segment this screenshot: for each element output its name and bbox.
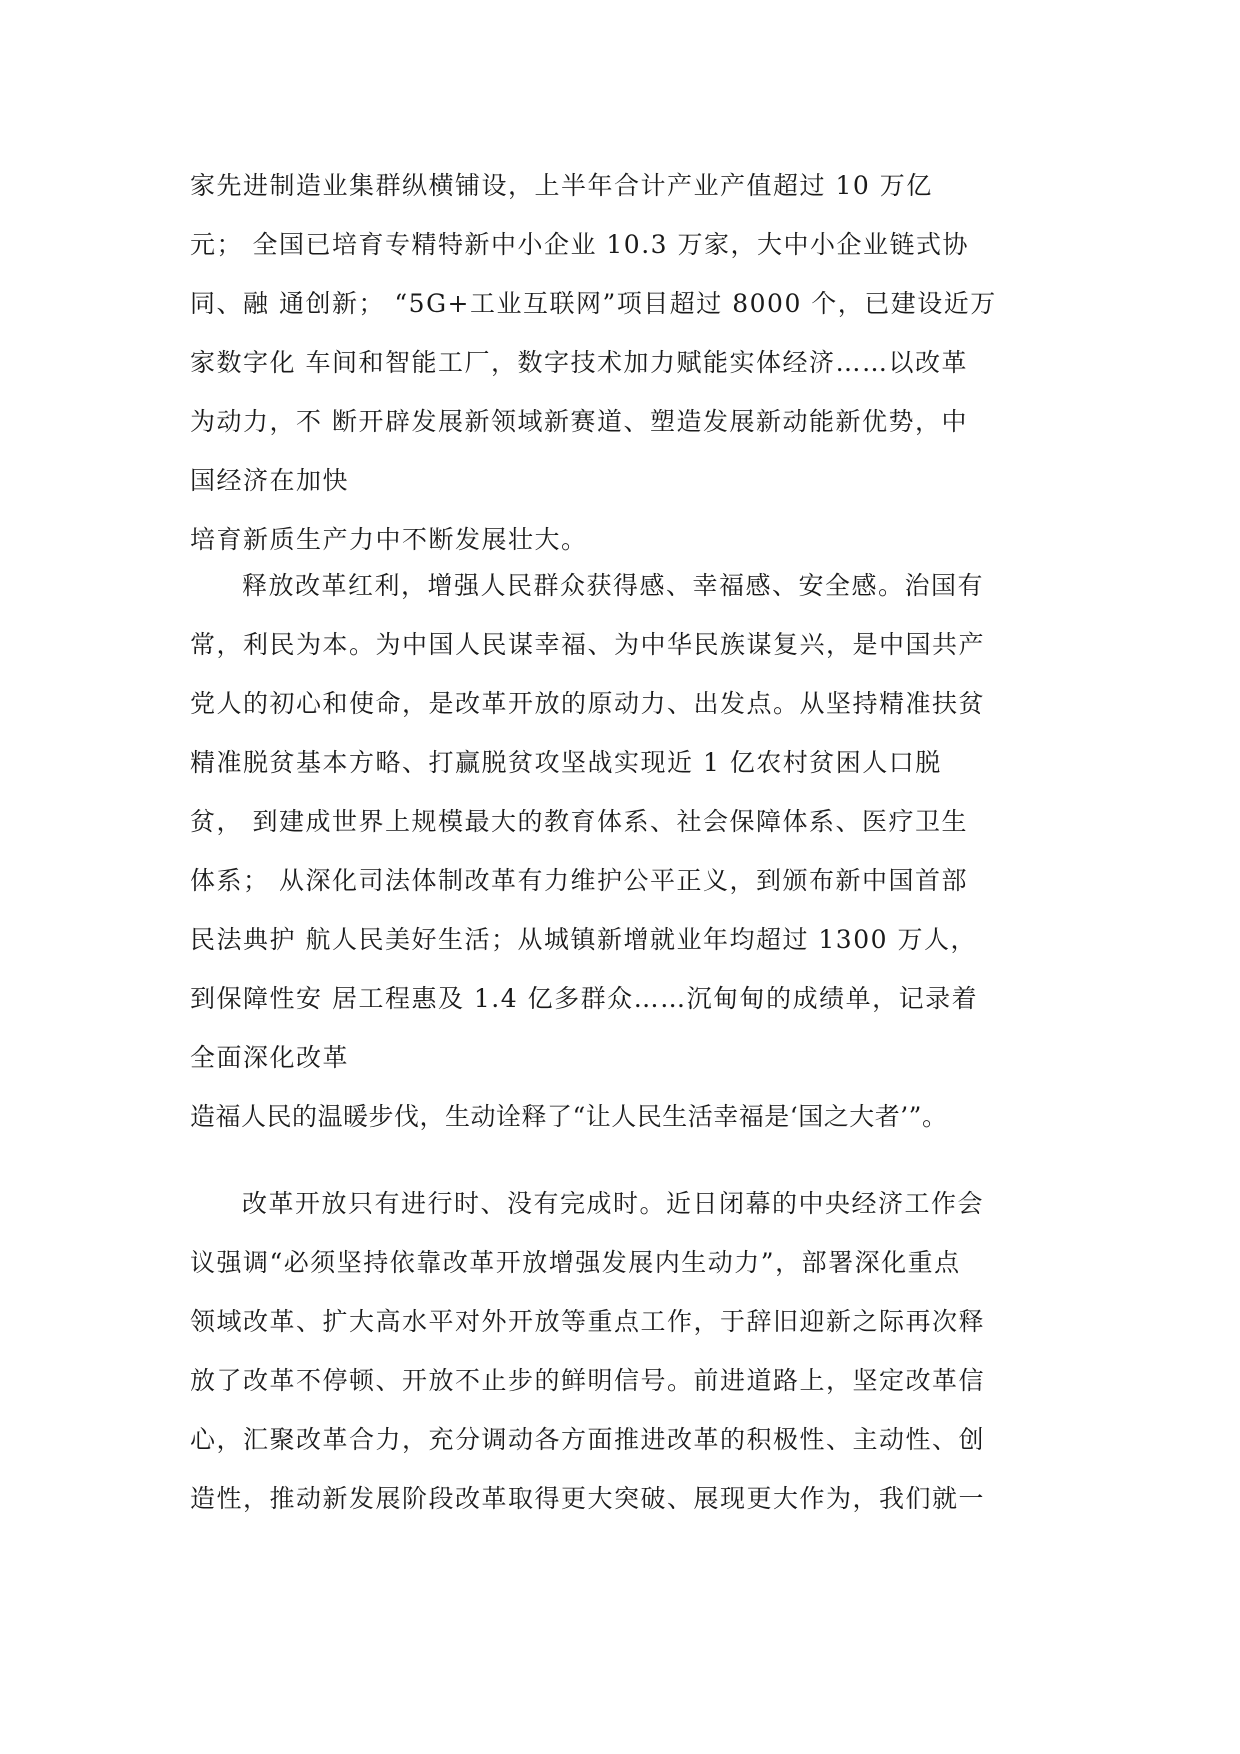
paragraph-line: 体系； 从深化司法体制改革有力维护公平正义，到颁布新中国首部	[190, 866, 968, 895]
paragraph-line: 放了改革不停顿、开放不止步的鲜明信号。前进道路上，坚定改革信	[190, 1366, 986, 1395]
paragraph-manufacturing	[190, 156, 1070, 569]
paragraph-line: 家数字化 车间和智能工厂，数字技术加力赋能实体经济……以改革	[190, 348, 968, 377]
paragraph-line: 国经济在加快	[190, 466, 350, 495]
paragraph-line: 民法典护 航人民美好生活；从城镇新增就业年均超过 1300 万人，	[190, 925, 977, 954]
paragraph-line: 同、融 通创新； “5G+工业互联网”项目超过 8000 个，已建设近万	[190, 289, 997, 318]
paragraph-line: 常，利民为本。为中国人民谋幸福、为中华民族谋复兴，是中国共产	[190, 630, 986, 659]
paragraph-line: 全面深化改革	[190, 1043, 350, 1072]
paragraph-line: 心，汇聚改革合力，充分调动各方面推进改革的积极性、主动性、创	[190, 1425, 986, 1454]
paragraph-line: 精准脱贫基本方略、打赢脱贫攻坚战实现近 1 亿农村贫困人口脱	[190, 748, 942, 777]
paragraph-line: 家先进制造业集群纵横铺设，上半年合计产业产值超过 10 万亿	[190, 171, 933, 200]
paragraph-line: 议强调“必须坚持依靠改革开放增强发展内生动力”，部署深化重点	[190, 1248, 961, 1277]
paragraph-reform-dividends	[190, 556, 1070, 1146]
paragraph-line: 培育新质生产力中不断发展壮大。	[190, 525, 588, 554]
paragraph-line: 为动力，不 断开辟发展新领域新赛道、塑造发展新动能新优势，中	[190, 407, 968, 436]
paragraph-line: 党人的初心和使命，是改革开放的原动力、出发点。从坚持精准扶贫	[190, 689, 986, 718]
paragraph-line: 造福人民的温暖步伐，生动诠释了“让人民生活幸福是‘国之大者’”。	[190, 1102, 948, 1131]
paragraph-line: 贫， 到建成世界上规模最大的教育体系、社会保障体系、医疗卫生	[190, 807, 968, 836]
paragraph-line: 释放改革红利，增强人民群众获得感、幸福感、安全感。治国有	[242, 571, 985, 600]
paragraph-line: 到保障性安 居工程惠及 1.4 亿多群众……沉甸甸的成绩单，记录着	[190, 984, 979, 1013]
paragraph-line: 改革开放只有进行时、没有完成时。近日闭幕的中央经济工作会	[242, 1189, 985, 1218]
paragraph-line: 造性，推动新发展阶段改革取得更大突破、展现更大作为，我们就一	[190, 1484, 986, 1513]
paragraph-line: 元； 全国已培育专精特新中小企业 10.3 万家，大中小企业链式协	[190, 230, 970, 259]
paragraph-reform-ongoing	[190, 1174, 1070, 1528]
paragraph-line: 领域改革、扩大高水平对外开放等重点工作，于辞旧迎新之际再次释	[190, 1307, 986, 1336]
